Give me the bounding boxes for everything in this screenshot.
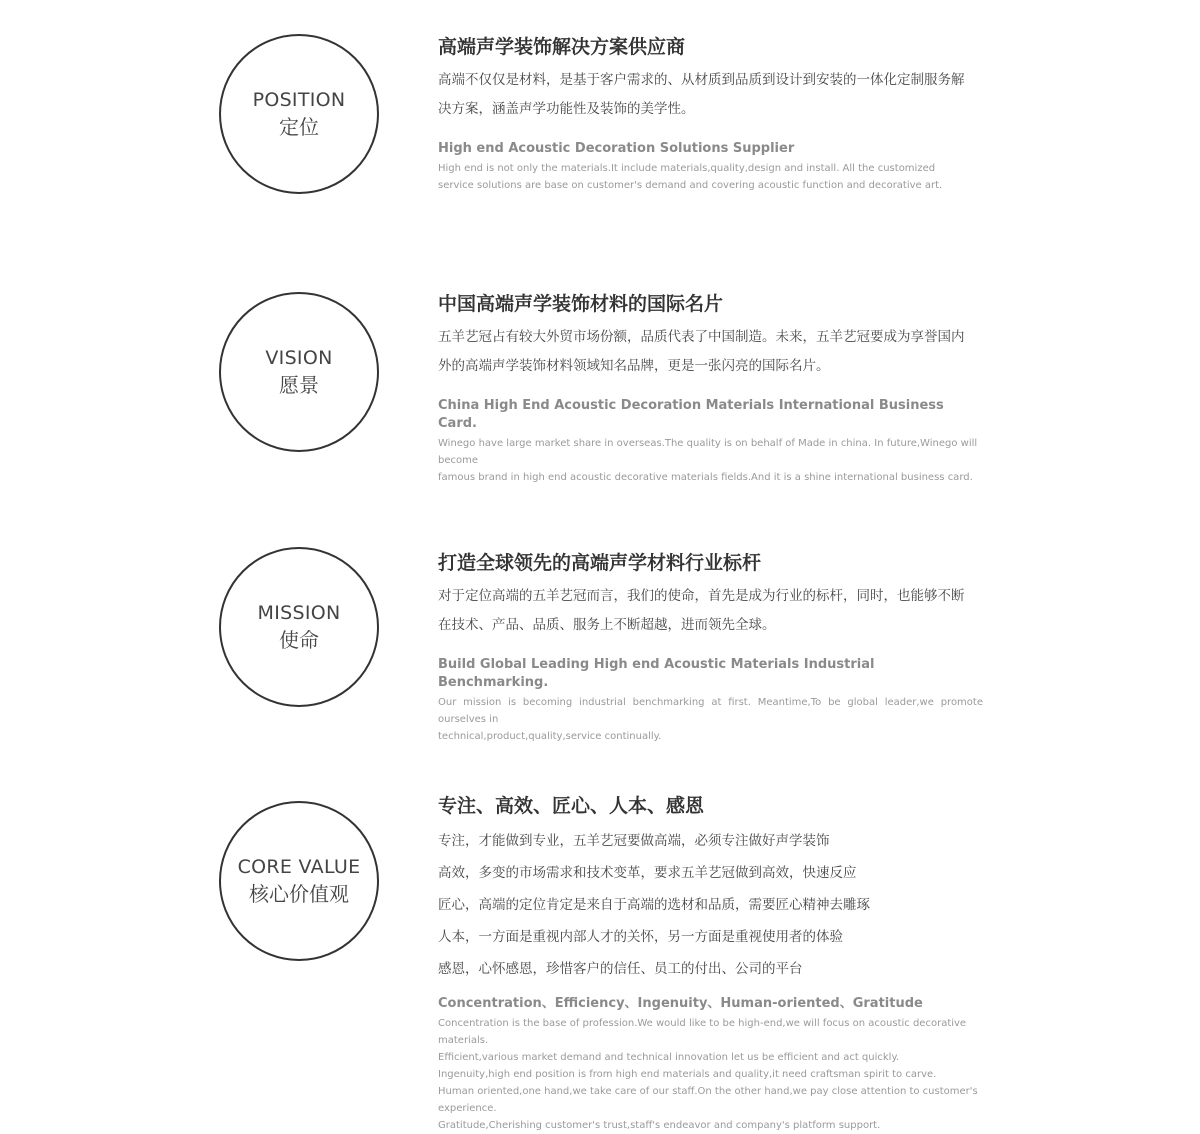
section-title: 高端声学装饰解决方案供应商 [438,36,686,58]
section-title: 专注、高效、匠心、人本、感恩 [438,795,705,817]
section-title-en: China High End Acoustic Decoration Materials International Business Card. [438,398,944,431]
section-body-cn [438,582,983,640]
body-line-en: Efficient,various market demand and technical innovation let us be efficient and act quickly. [438,1052,900,1063]
position-text [438,34,983,194]
core-value-list [438,825,983,985]
list-item: 感恩，心怀感恩，珍惜客户的信任、员工的付出、公司的平台 [438,961,803,977]
circle-label-en: VISION [265,347,333,369]
circle-label-cn: 使命 [279,628,319,652]
body-line: 对于定位高端的五羊艺冠而言，我们的使命，首先是成为行业的标杆，同时，也能够不断 [438,588,965,604]
section-title-en: Concentration、Efficiency、Ingenuity、Human-oriented、Gratitude [438,996,923,1011]
section-body-cn [438,323,983,381]
body-line-en: High end is not only the materials.It include materials,quality,design and install. All the customized [438,163,936,174]
section-title: 打造全球领先的高端声学材料行业标杆 [438,552,762,574]
section-title-en: High end Acoustic Decoration Solutions Supplier [438,141,795,156]
vision-text [438,291,983,486]
body-line: 外的高端声学装饰材料领域知名品牌，更是一张闪亮的国际名片。 [438,358,830,374]
section-title-en: Build Global Leading High end Acoustic Materials Industrial Benchmarking. [438,657,875,690]
section-body-cn [438,66,983,124]
body-line-en: Winego have large market share in overseas.The quality is on behalf of Made in china. In future,Winego will become [438,438,978,466]
body-line-en: Human oriented,one hand,we take care of our staff.On the other hand,we pay close attention to customer's experience. [438,1086,978,1114]
section-body-en [438,435,983,486]
circle-label-cn: 核心价值观 [249,882,349,906]
body-line-en: famous brand in high end acoustic decorative materials fields.And it is a shine international business card. [438,472,973,483]
list-item: 专注，才能做到专业，五羊艺冠要做高端，必须专注做好声学装饰 [438,833,830,849]
core-value-text [438,793,983,1134]
body-line: 五羊艺冠占有较大外贸市场份额，品质代表了中国制造。未来，五羊艺冠要成为享誉国内 [438,329,965,345]
mission-text [438,550,983,745]
body-line-en: technical,product,quality,service continually. [438,731,662,742]
section-body-en [438,1015,983,1134]
section-body-en [438,694,983,745]
circle-label-cn: 定位 [279,115,319,139]
body-line-en: Ingenuity,high end position is from high end materials and quality,it need craftsman spirit to carve. [438,1069,937,1080]
body-line-en: service solutions are base on customer's demand and covering acoustic function and decorative art. [438,180,943,191]
list-item: 匠心，高端的定位肯定是来自于高端的选材和品质，需要匠心精神去雕琢 [438,897,870,913]
vision-circle [219,292,379,452]
core-value-circle [219,801,379,961]
circle-label-en: POSITION [252,89,346,111]
body-line: 在技术、产品、品质、服务上不断超越，进而领先全球。 [438,617,776,633]
list-item: 人本，一方面是重视内部人才的关怀，另一方面是重视使用者的体验 [438,929,843,945]
section-title: 中国高端声学装饰材料的国际名片 [438,293,724,315]
body-line-en: Our mission is becoming industrial benchmarking at first. Meantime,To be global leader,we promote ourselves in [438,697,983,725]
body-line-en: Gratitude,Cherishing customer's trust,staff's endeavor and company's platform support. [438,1120,881,1131]
body-line: 高端不仅仅是材料，是基于客户需求的、从材质到品质到设计到安装的一体化定制服务解 [438,72,965,88]
circle-label-cn: 愿景 [279,373,319,397]
section-body-en [438,160,983,194]
circle-label-en: CORE VALUE [237,856,361,878]
mission-circle [219,547,379,707]
body-line-en: Concentration is the base of profession.We would like to be high-end,we will focus on acoustic decorative materials. [438,1018,967,1046]
position-circle [219,34,379,194]
list-item: 高效，多变的市场需求和技术变革，要求五羊艺冠做到高效，快速反应 [438,865,857,881]
body-line: 决方案，涵盖声学功能性及装饰的美学性。 [438,101,695,117]
circle-label-en: MISSION [257,602,341,624]
